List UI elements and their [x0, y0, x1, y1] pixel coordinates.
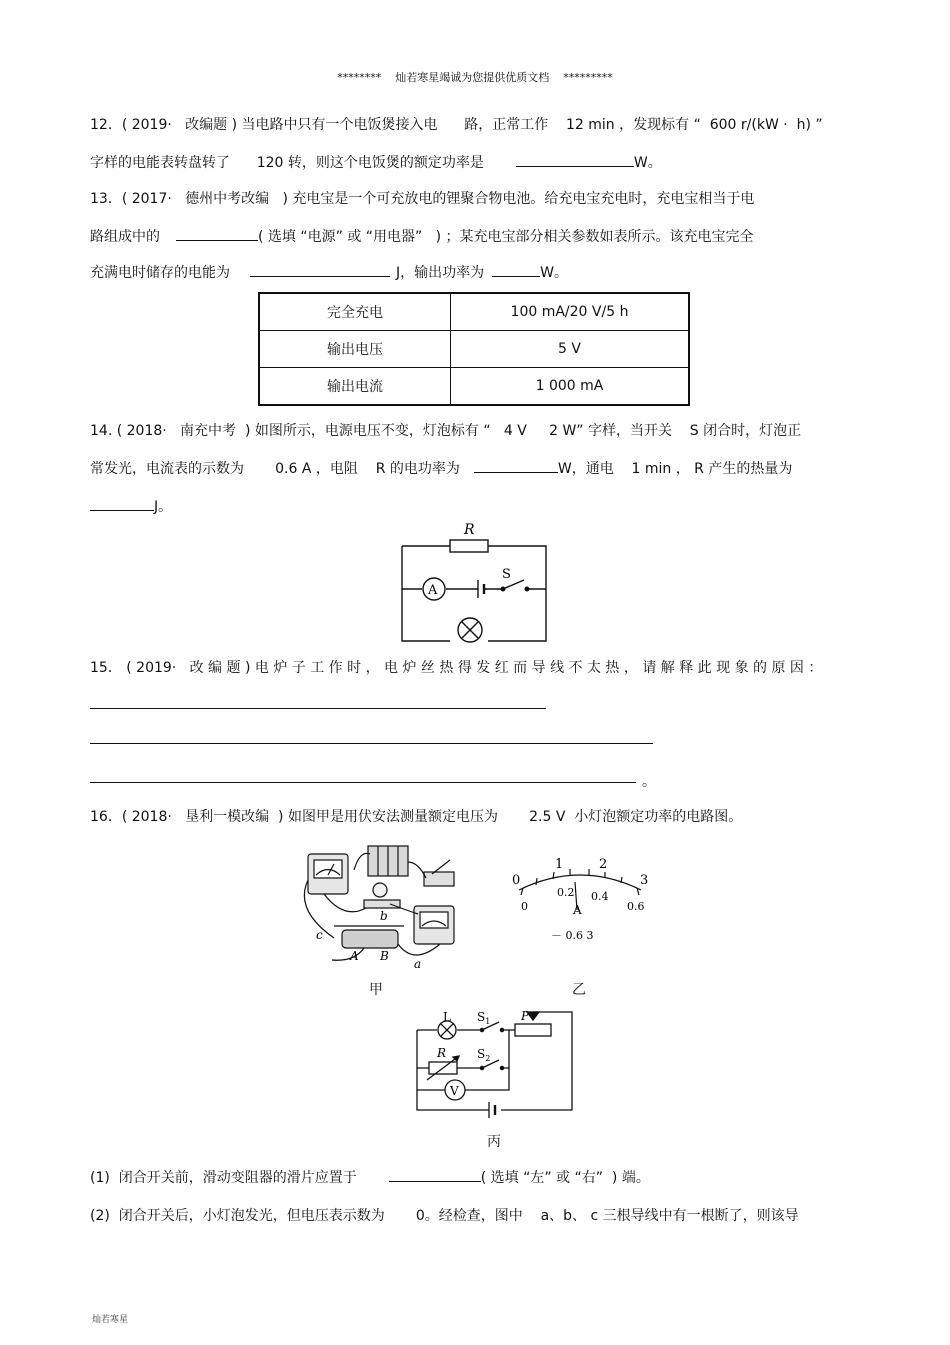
q13-blank-1[interactable] — [176, 226, 258, 241]
q14-circuit-diagram — [390, 518, 560, 648]
switch-s1-label — [477, 1010, 490, 1026]
q14-blank-2[interactable] — [90, 496, 154, 511]
fig-jia-apparatus — [294, 840, 464, 975]
q14-line2 — [90, 458, 792, 478]
dial-bottom-tick: 0.2 — [557, 886, 575, 899]
q16-sub2: (2) 闭合开关后，小灯泡发光，但电压表示数为 0。经检查，图中 a、b、 c 三根导线中有一根断了，则该导 — [90, 1208, 799, 1224]
q12-answer-blank[interactable] — [516, 152, 634, 167]
q16-line1: 16．( 2018· 垦利一模改编 ) 如图甲是用伏安法测量额定电压为 2.5 V 小灯泡额定功率的电路图。 — [90, 809, 743, 825]
switch-s2-label — [477, 1047, 490, 1063]
q16-sub1 — [90, 1167, 650, 1187]
q16-sub1-text-a: (1) 闭合开关前，滑动变阻器的滑片应置于 — [90, 1170, 357, 1186]
q13-line2-text-a: 路组成中的 — [90, 229, 160, 245]
wire-b-label: b — [380, 909, 388, 923]
dial-terminals: － 0.6 3 — [551, 929, 594, 942]
q14-line1: 14. ( 2018· 南充中考 ) 如图所示，电源电压不变，灯泡标有 “ 4 V 2 W” 字样，当开关 S 闭合时，灯泡正 — [90, 423, 802, 439]
fig-yi-caption: 乙 — [572, 982, 586, 998]
rheostat-r-label: R — [437, 1046, 447, 1060]
table-cell: 完全充电 — [259, 293, 451, 331]
q13-blank-3[interactable] — [492, 262, 540, 277]
table-cell: 1 000 mA — [451, 368, 690, 406]
dial-top-tick: 2 — [599, 857, 608, 872]
page-header: ******** 灿若寒星竭诚为您提供优质文档 ********* — [337, 71, 613, 84]
switch-s2-sub: 2 — [485, 1054, 491, 1063]
wire-a-label: a — [414, 957, 422, 971]
q13-line1: 13．( 2017· 德州中考改编 ) 充电宝是一个可充放电的锂聚合物电池。给充电宝充电时，充电宝相当于电 — [90, 191, 755, 207]
fig-bing-caption: 丙 — [487, 1134, 501, 1150]
q13-blank-2[interactable] — [250, 262, 390, 277]
dial-top-tick: 1 — [555, 857, 564, 872]
q13-line2 — [90, 226, 754, 246]
q15-period: 。 — [642, 774, 656, 790]
table-cell: 输出电流 — [259, 368, 451, 406]
q13-line3 — [90, 262, 568, 282]
slider-p-label: P — [521, 1009, 530, 1023]
q15-answer-line-2[interactable] — [90, 743, 653, 744]
switch-s1-sub: 1 — [485, 1017, 491, 1026]
q12-unit: W。 — [633, 155, 662, 171]
wire-c-label: c — [316, 928, 323, 942]
terminal-A-label: A — [350, 949, 359, 963]
fig-yi-ammeter-dial — [505, 852, 655, 947]
q12-line2 — [90, 152, 662, 172]
resistor-label: R — [464, 522, 475, 538]
q16-sub1-text-b: ( 选填 “左” 或 “右” ) 端。 — [480, 1170, 650, 1186]
q13-line3-text-a: 充满电时储存的电能为 — [90, 265, 230, 281]
ammeter-label: A — [428, 583, 438, 598]
dial-top-tick: 0 — [512, 873, 521, 888]
q14-blank-1[interactable] — [474, 458, 558, 473]
dial-unit: A — [573, 903, 582, 917]
q13-line3-text-b: J，输出功率为 — [396, 265, 485, 281]
q13-line3-text-c: W。 — [540, 265, 568, 281]
table-cell: 5 V — [451, 331, 690, 368]
charger-params-table — [258, 292, 690, 406]
switch-s2-letter: S — [477, 1047, 486, 1061]
q14-line3 — [90, 496, 172, 516]
lamp-label: L — [443, 1010, 451, 1024]
q15-line1: 15． ( 2019· 改 编 题 ) 电 炉 子 工 作 时 ， 电 炉 丝 热 得 发 红 而 导 线 不 太 热 ， 请 解 释 此 现 象 的 原 因 ： — [90, 660, 823, 676]
table-row — [259, 331, 689, 368]
q15-answer-line-3[interactable] — [90, 782, 636, 783]
dial-bottom-tick: 0.6 — [627, 900, 645, 913]
q14-line3-text: J。 — [154, 499, 173, 515]
q12-line1: 12．( 2019· 改编题 ) 当电路中只有一个电饭煲接入电 路，正常工作 12 min ，发现标有 “ 600 r/(kW · h) ” — [90, 117, 823, 133]
q14-line2-text-a: 常发光，电流表的示数为 0.6 A ，电阻 R 的电功率为 — [90, 461, 460, 477]
fig-bing-circuit — [405, 1008, 585, 1118]
table-row — [259, 368, 689, 406]
switch-s1-letter: S — [477, 1010, 486, 1024]
dial-bottom-tick: 0 — [521, 900, 528, 913]
q12-line2-text: 字样的电能表转盘转了 120 转，则这个电饭煲的额定功率是 — [90, 155, 484, 171]
q13-line2-text-b: ( 选填 “电源” 或 “用电器” ) ；某充电宝部分相关参数如表所示。该充电宝完全 — [258, 229, 754, 245]
switch-label: S — [502, 567, 511, 582]
q14-line2-text-b: W，通电 1 min ， R 产生的热量为 — [557, 461, 793, 477]
q16-sub1-blank[interactable] — [389, 1167, 481, 1182]
dial-bottom-tick: 0.4 — [591, 890, 609, 903]
table-row — [259, 293, 689, 331]
table-cell: 100 mA/20 V/5 h — [451, 293, 690, 331]
q15-answer-line-1[interactable] — [90, 708, 546, 709]
fig-jia-caption: 甲 — [369, 982, 383, 998]
terminal-B-label: B — [380, 949, 389, 963]
dial-top-tick: 3 — [640, 873, 649, 888]
page-footer: 灿若寒星 — [92, 1315, 129, 1325]
voltmeter-label: V — [450, 1084, 459, 1098]
table-cell: 输出电压 — [259, 331, 451, 368]
